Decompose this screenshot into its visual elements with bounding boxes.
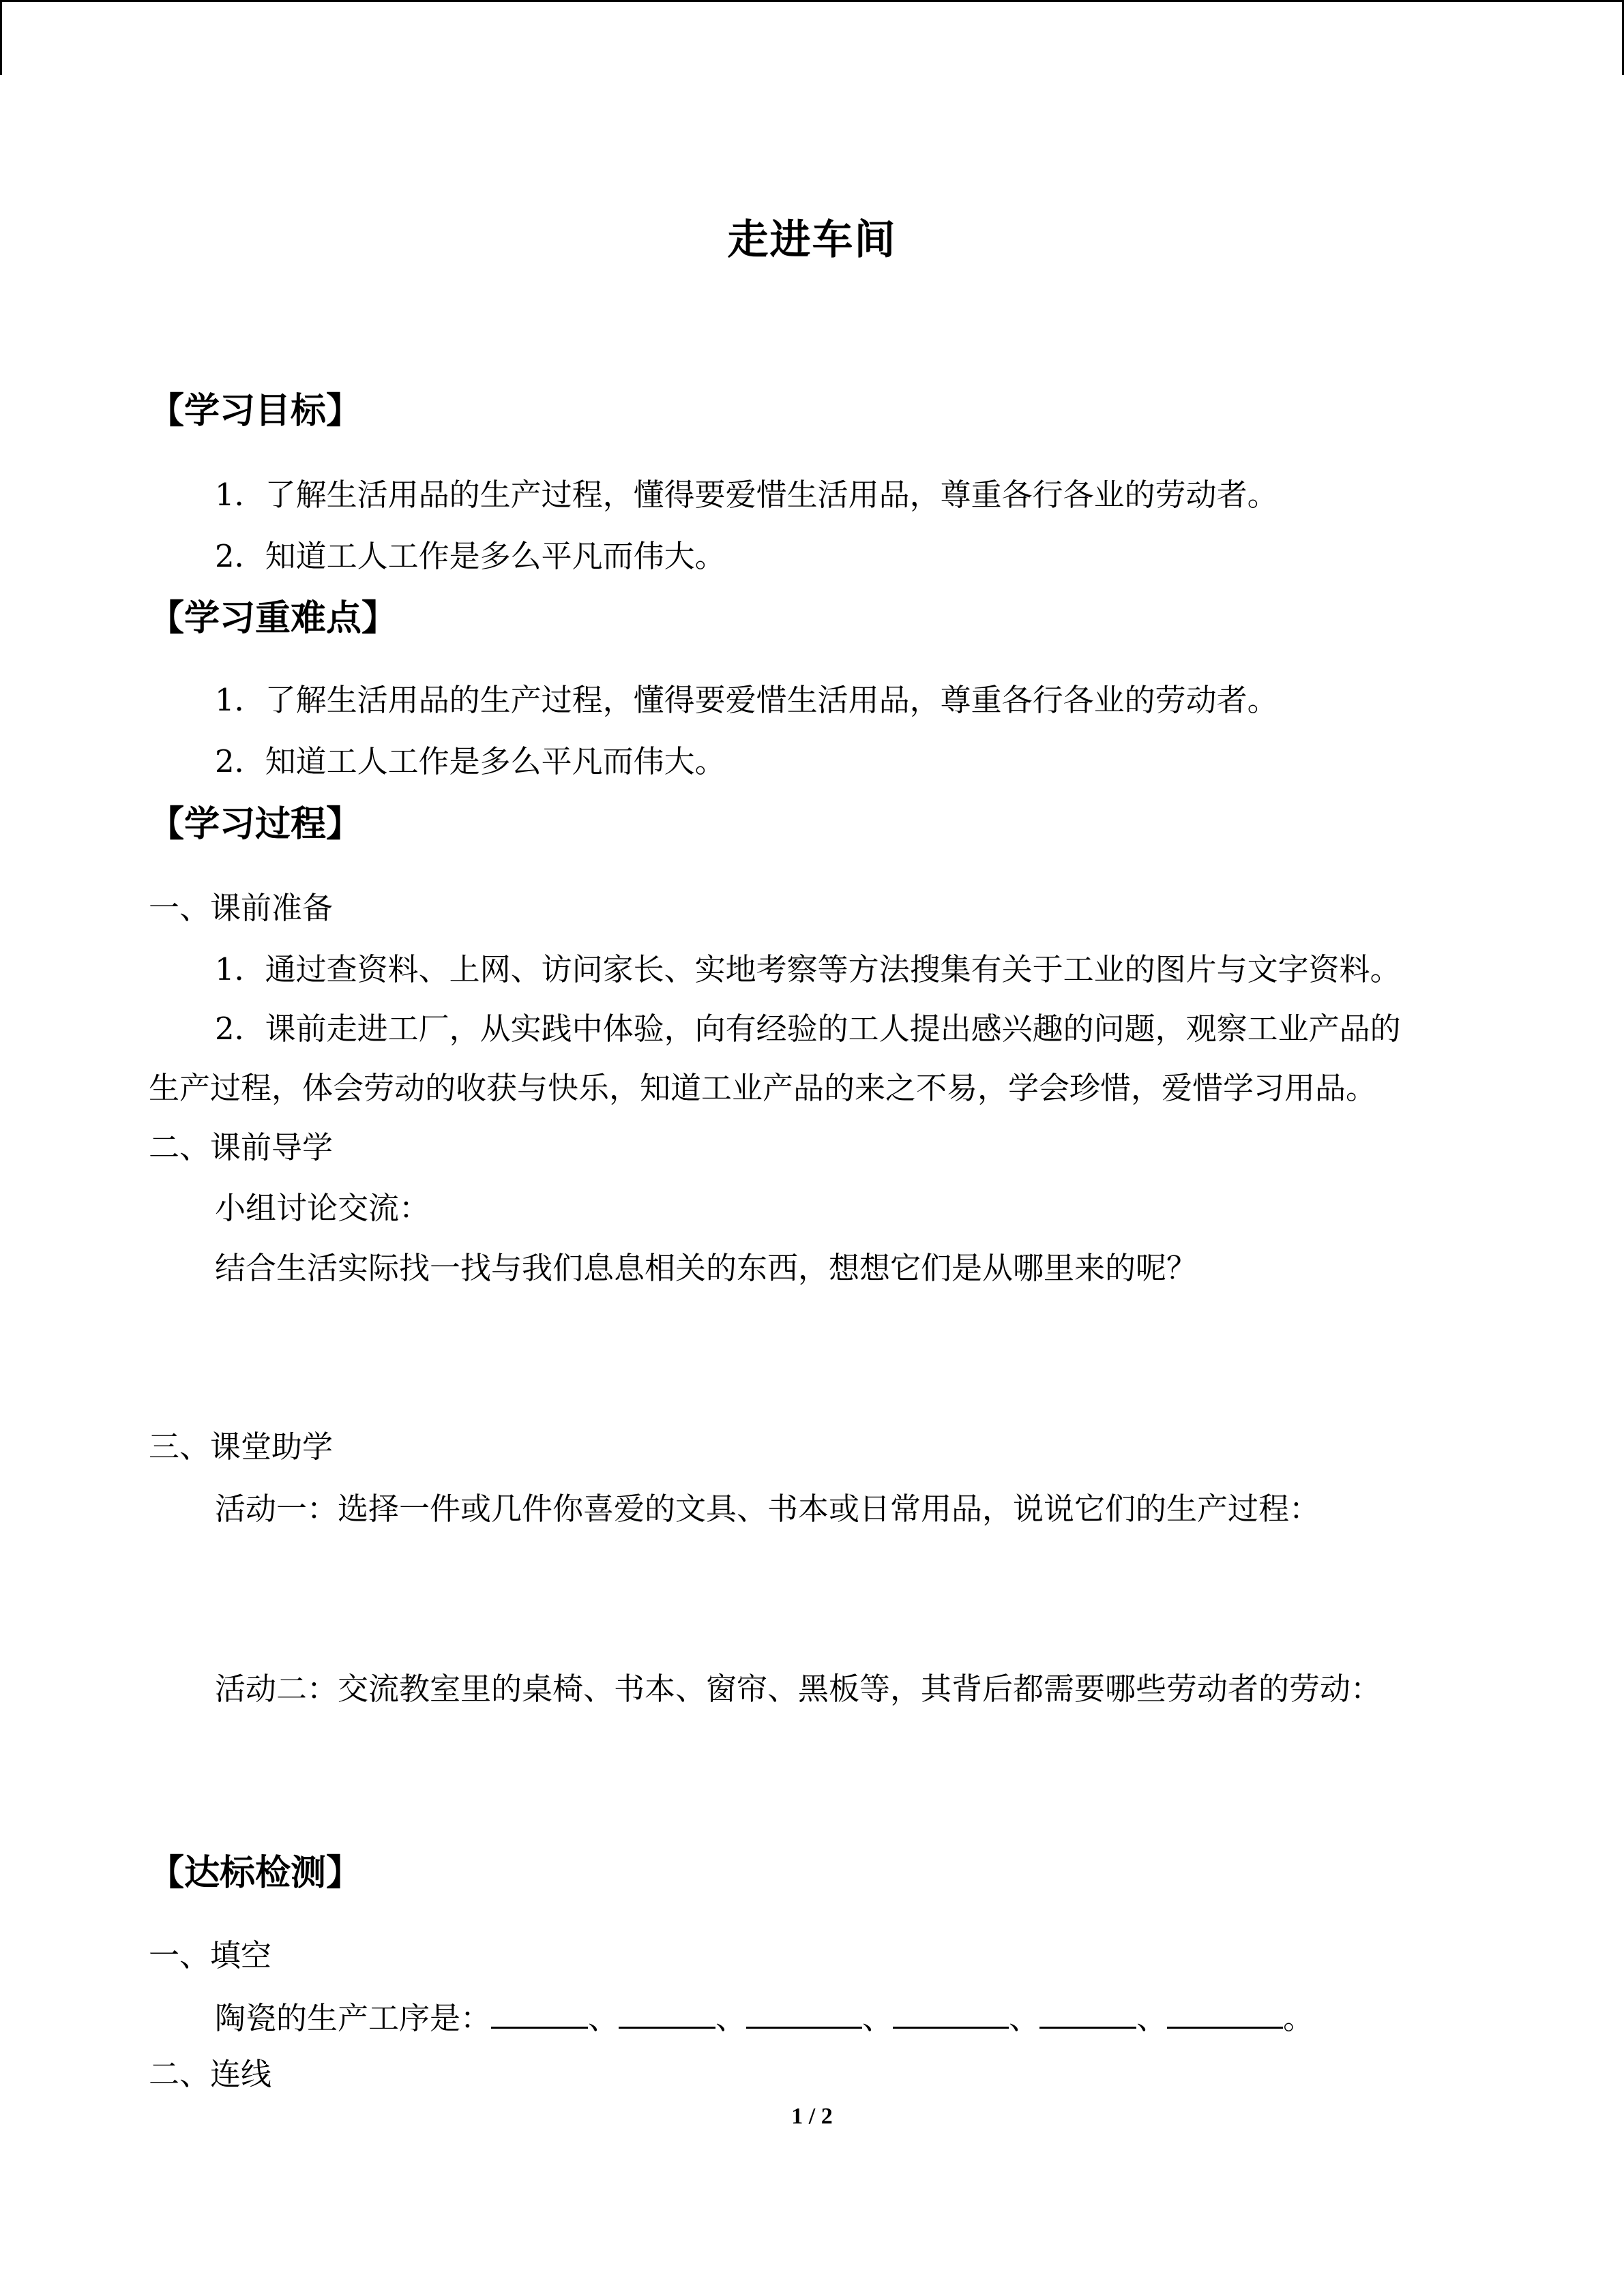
fill-separator: 、 — [715, 2000, 747, 2036]
process-heading: 【学习过程】 — [149, 804, 362, 845]
fill-separator: 、 — [862, 2000, 894, 2036]
fill-ending: 。 — [1283, 2000, 1314, 2036]
fill-blank-6[interactable] — [1167, 1995, 1283, 2029]
assessment-heading: 【达标检测】 — [149, 1853, 362, 1894]
page-top-border — [0, 0, 1624, 2]
process-part1-item-1: 1．通过查资料、上网、访问家长、实地考察等方法搜集有关于工业的图片与文字资料。 — [215, 951, 1401, 987]
key-points-item-2: 2．知道工人工作是多么平凡而伟大。 — [215, 743, 726, 779]
fill-blank-5[interactable] — [1039, 1995, 1136, 2029]
fill-separator: 、 — [588, 2000, 619, 2036]
fill-in-prompt: 陶瓷的生产工序是： — [215, 2000, 492, 2036]
fill-blank-3[interactable] — [746, 1995, 862, 2029]
fill-blank-4[interactable] — [893, 1995, 1009, 2029]
objectives-item-1: 1．了解生活用品的生产过程，懂得要爱惜生活用品，尊重各行各业的劳动者。 — [215, 477, 1278, 513]
page-left-border — [0, 0, 2, 75]
objectives-heading: 【学习目标】 — [149, 391, 362, 432]
assessment-fill-label: 一、填空 — [149, 1937, 272, 1973]
page-number: 1 / 2 — [791, 2104, 833, 2129]
process-part1-item-2-line-2: 生产过程，体会劳动的收获与快乐，知道工业产品的来之不易，学会珍惜，爱惜学习用品。 — [149, 1070, 1377, 1106]
process-part2-discussion: 小组讨论交流： — [215, 1190, 430, 1226]
page-title: 走进车间 — [727, 216, 897, 264]
key-points-item-1: 1．了解生活用品的生产过程，懂得要爱惜生活用品，尊重各行各业的劳动者。 — [215, 682, 1278, 718]
process-part3-activity-1: 活动一：选择一件或几件你喜爱的文具、书本或日常用品，说说它们的生产过程： — [215, 1491, 1320, 1527]
key-points-heading: 【学习重难点】 — [149, 598, 398, 639]
objectives-item-2: 2．知道工人工作是多么平凡而伟大。 — [215, 538, 726, 574]
fill-separator: 、 — [1136, 2000, 1168, 2036]
fill-in-question — [215, 1995, 1314, 2039]
process-part1-item-2-line-1: 2．课前走进工厂，从实践中体验，向有经验的工人提出感兴趣的问题，观察工业产品的 — [215, 1011, 1401, 1047]
process-part2-label: 二、课前导学 — [149, 1129, 334, 1165]
fill-blank-2[interactable] — [619, 1995, 715, 2029]
fill-separator: 、 — [1009, 2000, 1040, 2036]
fill-blank-1[interactable] — [491, 1995, 588, 2029]
process-part3-activity-2: 活动二：交流教室里的桌椅、书本、窗帘、黑板等，其背后都需要哪些劳动者的劳动： — [215, 1671, 1382, 1707]
process-part1-label: 一、课前准备 — [149, 890, 334, 926]
assessment-match-label: 二、连线 — [149, 2056, 272, 2092]
process-part2-question: 结合生活实际找一找与我们息息相关的东西，想想它们是从哪里来的呢？ — [215, 1250, 1198, 1286]
process-part3-label: 三、课堂助学 — [149, 1429, 334, 1465]
